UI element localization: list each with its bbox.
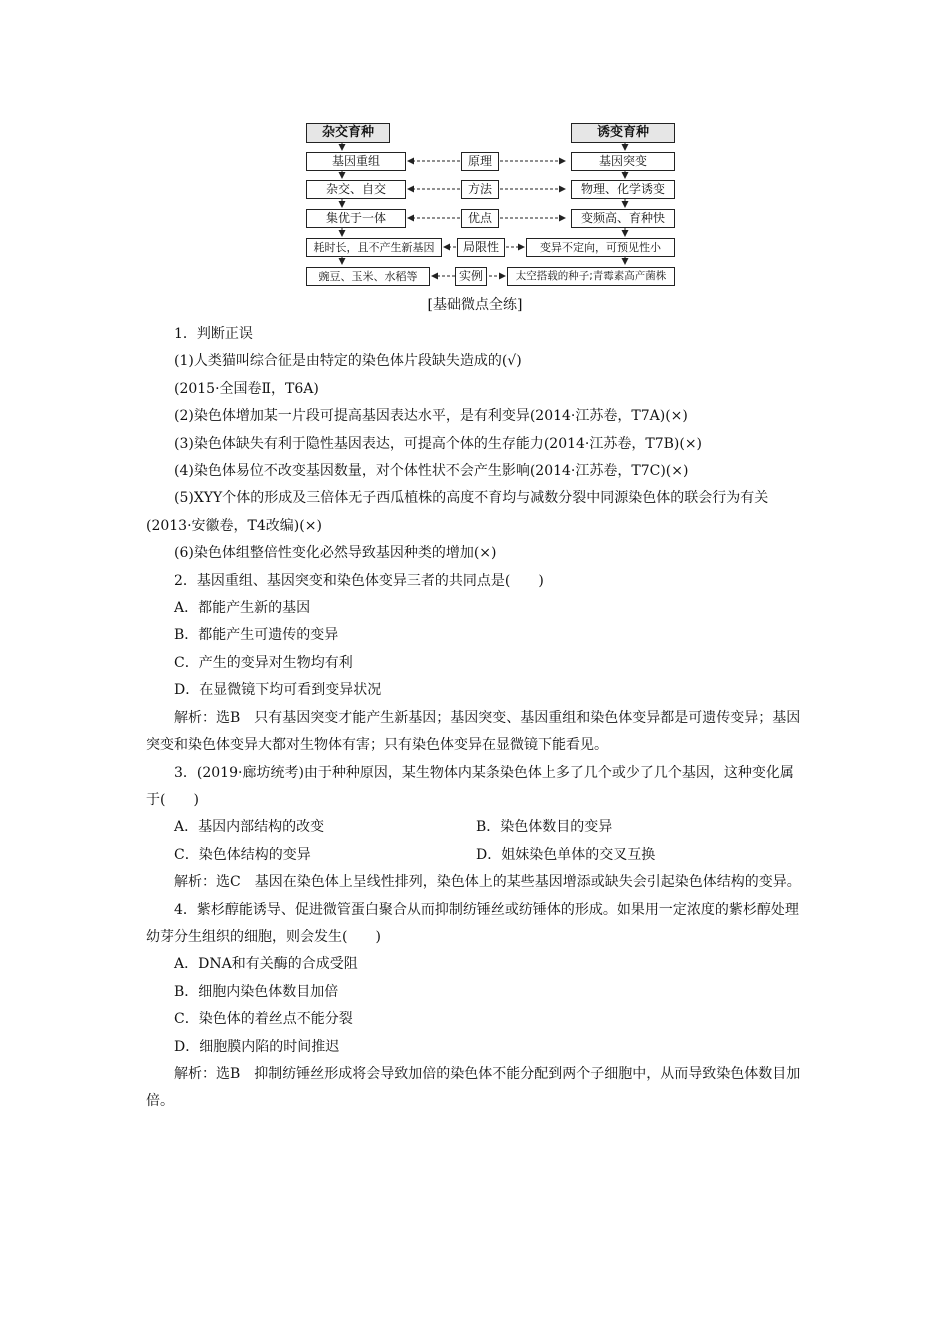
right-title: 诱变育种 [571, 123, 675, 143]
q3-stem: 3．(2019·廊坊统考)由于种种原因，某生物体内某条染色体上多了几个或少了几个基因，这种变化属于( ) [146, 764, 794, 808]
q3-option-d: D．姐妹染色单体的交叉互换 [476, 846, 656, 863]
left-title: 杂交育种 [306, 123, 390, 143]
q1-item-6: (6)染色体组整倍性变化必然导致基因种类的增加(×) [174, 545, 497, 562]
q1-item-1: (1)人类猫叫综合征是由特定的染色体片段缺失造成的(√) [174, 353, 522, 370]
mid-row-2: 方法 [461, 180, 499, 199]
left-row-5: 豌豆、玉米、水稻等 [306, 267, 430, 286]
mid-row-3: 优点 [461, 209, 499, 228]
question-body [146, 321, 806, 1116]
q3-option-c: C．染色体结构的变异 [174, 846, 311, 863]
mid-row-4: 局限性 [457, 238, 505, 257]
q1-item-2: (2)染色体增加某一片段可提高基因表达水平，是有利变异(2014·江苏卷，T7A)(×) [174, 408, 688, 425]
q4-option-d: D．细胞膜内陷的时间推迟 [174, 1038, 340, 1055]
q1-title: 1．判断正误 [174, 326, 253, 342]
q2-option-b: B．都能产生可遗传的变异 [174, 627, 339, 644]
right-row-2: 物理、化学诱变 [571, 180, 675, 199]
q2-analysis: 解析：选B 只有基因突变才能产生新基因；基因突变、基因重组和染色体变异都是可遗传变异；基因突变和染色体变异大都对生物体有害；只有染色体变异在显微镜下能看见。 [146, 709, 801, 754]
left-row-4: 耗时长，且不产生新基因 [306, 238, 442, 257]
diagram-arrows [303, 121, 679, 291]
section-title: [基础微点全练] [427, 297, 523, 313]
right-row-1: 基因突变 [571, 152, 675, 171]
q2-stem: 2．基因重组、基因突变和染色体变异三者的共同点是( ) [174, 572, 544, 589]
q1-item-4: (4)染色体易位不改变基因数量，对个体性状不会产生影响(2014·江苏卷，T7C)(×) [174, 463, 689, 480]
breeding-comparison-diagram [303, 121, 679, 291]
left-row-3: 集优于一体 [306, 209, 406, 228]
q3-options-row-1 [146, 814, 806, 841]
q2-option-c: C．产生的变异对生物均有利 [174, 654, 353, 671]
q1-item-5: (5)XYY个体的形成及三倍体无子西瓜植株的高度不育均与减数分裂中同源染色体的联会行为有关(2013·安徽卷，T4改编)(×) [146, 490, 769, 534]
q4-option-c: C．染色体的着丝点不能分裂 [174, 1011, 353, 1028]
q1-item-1-source: (2015·全国卷Ⅱ，T6A) [174, 380, 319, 397]
q4-analysis: 解析：选B 抑制纺锤丝形成将会导致加倍的染色体不能分配到两个子细胞中，从而导致染色体数目加倍。 [146, 1065, 801, 1110]
q4-option-a: A．DNA和有关酶的合成受阻 [174, 956, 358, 973]
left-row-2: 杂交、自交 [306, 180, 406, 199]
right-row-5: 太空搭载的种子;青霉素高产菌株 [507, 267, 675, 286]
q2-option-d: D．在显微镜下均可看到变异状况 [174, 682, 382, 699]
q3-option-b: B．染色体数目的变异 [476, 819, 613, 836]
left-row-1: 基因重组 [306, 152, 406, 171]
q4-option-b: B．细胞内染色体数目加倍 [174, 983, 339, 1000]
right-row-4: 变异不定向，可预见性小 [526, 238, 675, 257]
q1-item-3: (3)染色体缺失有利于隐性基因表达，可提高个体的生存能力(2014·江苏卷，T7B)(×) [174, 435, 703, 452]
q3-analysis: 解析：选C 基因在染色体上呈线性排列，染色体上的某些基因增添或缺失会引起染色体结构的变异。 [174, 874, 801, 891]
q3-option-a: A．基因内部结构的改变 [174, 819, 325, 836]
q4-stem: 4．紫杉醇能诱导、促进微管蛋白聚合从而抑制纺锤丝或纺锤体的形成。如果用一定浓度的紫杉醇处理幼芽分生组织的细胞，则会发生( ) [146, 901, 799, 945]
q3-options-row-2 [146, 842, 806, 869]
q2-option-a: A．都能产生新的基因 [174, 600, 311, 617]
right-row-3: 变频高、育种快 [571, 209, 675, 228]
mid-row-1: 原理 [461, 152, 499, 171]
mid-row-5: 实例 [455, 267, 487, 286]
